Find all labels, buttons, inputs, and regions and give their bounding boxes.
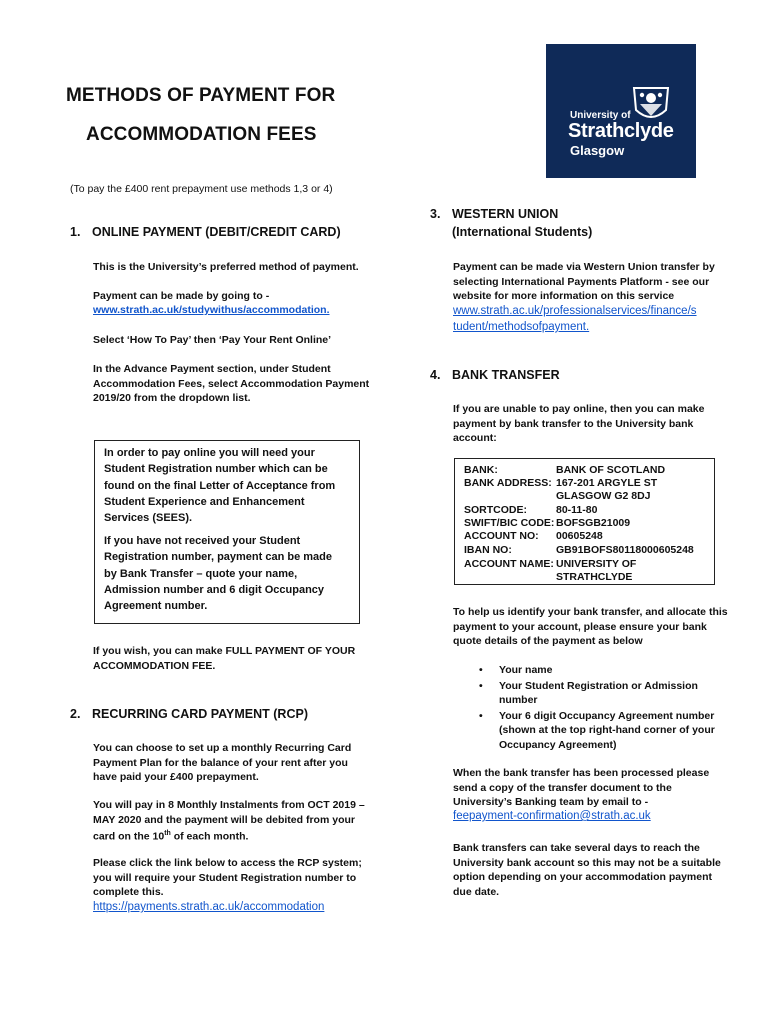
section-3-subtitle: (International Students) <box>452 225 593 239</box>
logo-line-2: Strathclyde <box>568 120 674 142</box>
section-4-p1 <box>453 402 704 446</box>
section-1-p3: Select ‘How To Pay’ then ‘Pay Your Rent Online’ <box>93 334 332 346</box>
text-line: When the bank transfer has been processed please <box>453 767 710 779</box>
text-line: quote details of the payment as below <box>453 635 643 647</box>
list-item <box>453 663 723 678</box>
section-3-number: 3. <box>430 207 441 221</box>
text-line: payment by bank transfer to the University bank <box>453 417 694 430</box>
text-line: Registration number, payment can be made <box>104 551 333 564</box>
text-line: Agreement number. <box>104 600 208 613</box>
rcp-link[interactable]: https://payments.strath.ac.uk/accommodation <box>93 901 325 913</box>
section-4-p3 <box>453 766 709 810</box>
superscript: th <box>164 830 171 837</box>
account-value: 00605248 <box>556 530 603 542</box>
text-line <box>93 827 365 844</box>
text-line: you will require your Student Registration number to <box>93 871 357 884</box>
section-1-p1: This is the University’s preferred method of payment. <box>93 261 359 273</box>
section-4-p2 <box>453 605 728 649</box>
sortcode-label: SORTCODE: <box>464 504 527 516</box>
text-line: Your 6 digit Occupancy Agreement number <box>499 709 715 722</box>
page-title-line-1: METHODS OF PAYMENT FOR <box>66 85 336 106</box>
text-span: of each month. <box>170 830 249 843</box>
text-line: 2019/20 from the dropdown list. <box>93 392 251 404</box>
list-item <box>453 679 723 708</box>
swift-label: SWIFT/BIC CODE: <box>464 517 555 529</box>
full-payment-note <box>93 644 355 673</box>
fee-payment-email-link[interactable]: feepayment-confirmation@strath.ac.uk <box>453 810 651 822</box>
western-union-link[interactable] <box>453 303 697 335</box>
text-line: You will pay in 8 Monthly Instalments from OCT 2019 – <box>93 799 365 811</box>
bank-address-value-1: 167-201 ARGYLE ST <box>556 477 658 489</box>
link-line[interactable]: tudent/methodsofpayment. <box>453 321 590 333</box>
text-line: send a copy of the transfer document to the <box>453 781 672 794</box>
sortcode-value: 80-11-80 <box>556 504 598 516</box>
text-line: In order to pay online you will need your <box>104 447 315 459</box>
bullet: • <box>479 664 483 676</box>
section-4-p4 <box>453 841 721 899</box>
account-label: ACCOUNT NO: <box>464 530 539 542</box>
list-item <box>453 709 723 753</box>
registration-info-box <box>94 440 360 624</box>
section-2-p3 <box>93 856 362 900</box>
text-line: account: <box>453 432 497 444</box>
text-line: If you are unable to pay online, then you can make <box>453 403 705 415</box>
section-1-title: ONLINE PAYMENT (DEBIT/CREDIT CARD) <box>92 225 341 239</box>
text-line: website for more information on this service <box>453 290 675 302</box>
text-line: found on the final Letter of Acceptance from <box>104 479 336 492</box>
text-line: have paid your £400 prepayment. <box>93 771 259 783</box>
text-line: Admission number and 6 digit Occupancy <box>104 583 325 596</box>
bank-label: BANK: <box>464 464 498 476</box>
bank-details-box <box>454 458 715 585</box>
section-3-p1 <box>453 260 715 304</box>
accommodation-link[interactable]: www.strath.ac.uk/studywithus/accommodation. <box>93 304 330 316</box>
text-line: Payment Plan for the balance of your rent after you <box>93 756 348 769</box>
text-line: Please click the link below to access the RCP system; <box>93 857 362 869</box>
text-line: Services (SEES). <box>104 512 193 525</box>
text-line: You can choose to set up a monthly Recurring Card <box>93 742 352 754</box>
text-line: by Bank Transfer – quote your name, <box>104 567 298 580</box>
text-line: number <box>499 694 538 706</box>
iban-label: IBAN NO: <box>464 544 512 556</box>
university-logo <box>546 44 696 178</box>
text-line: Student Experience and Enhancement <box>104 495 305 508</box>
text-line: payment to your account, please ensure your bank <box>453 620 707 633</box>
section-1-heading <box>70 225 341 239</box>
account-name-value: UNIVERSITY OF STRATHCLYDE <box>556 558 637 583</box>
text-line: University’s Banking team by email to - <box>453 796 649 808</box>
iban-value: GB91BOFS80118000605248 <box>556 544 694 556</box>
section-4-title: BANK TRANSFER <box>452 368 560 382</box>
bullet: • <box>479 709 483 722</box>
page-title-line-2: ACCOMMODATION FEES <box>86 124 317 145</box>
swift-value: BOFSGB21009 <box>556 517 631 529</box>
logo-line-1: University of <box>570 110 631 121</box>
text-span: card on the 10 <box>93 830 165 843</box>
section-4-number: 4. <box>430 368 441 382</box>
text-line: due date. <box>453 885 500 898</box>
link-line[interactable]: www.strath.ac.uk/professionalservices/finance/s <box>453 305 697 317</box>
section-2-p2 <box>93 798 365 844</box>
bank-address-label: BANK ADDRESS: <box>464 477 552 489</box>
text-line: If you have not received your Student <box>104 535 301 547</box>
section-3-title: WESTERN UNION <box>452 207 559 221</box>
section-1-p2: Payment can be made by going to - <box>93 290 270 302</box>
section-2-title: RECURRING CARD PAYMENT (RCP) <box>92 707 308 721</box>
section-2-heading <box>70 707 308 721</box>
bank-quote-list <box>453 663 723 753</box>
section-2-number: 2. <box>70 707 81 721</box>
prepayment-note: (To pay the £400 rent prepayment use methods 1,3 or 4) <box>70 183 333 195</box>
section-4-heading <box>430 368 560 382</box>
text-line: MAY 2020 and the payment will be debited from your <box>93 813 355 826</box>
text-line: If you wish, you can make FULL PAYMENT OF YOUR <box>93 645 356 657</box>
text-line: option depending on your accommodation payment <box>453 871 713 883</box>
text-line: University bank account so this may not be a suitable <box>453 856 721 869</box>
section-1-p4 <box>93 362 369 406</box>
text-line: Occupancy Agreement) <box>499 738 617 751</box>
text-line: ACCOMMODATION FEE. <box>93 659 216 672</box>
bank-value: BANK OF SCOTLAND <box>556 464 666 476</box>
section-2-p1 <box>93 741 351 785</box>
bank-address-value-2: GLASGOW G2 8DJ <box>556 490 651 502</box>
text-line: Bank transfers can take several days to reach the <box>453 842 700 854</box>
text-line: Your Student Registration or Admission <box>499 679 698 692</box>
text-line: To help us identify your bank transfer, and allocate this <box>453 606 728 618</box>
section-3-heading <box>430 207 558 221</box>
account-name-label: ACCOUNT NAME: <box>464 558 554 570</box>
text-line: In the Advance Payment section, under Student <box>93 363 331 375</box>
logo-line-3: Glasgow <box>570 143 625 158</box>
section-1-number: 1. <box>70 225 81 239</box>
text-line: Student Registration number which can be <box>104 463 328 476</box>
text-line: Your name <box>499 664 553 676</box>
text-line: (shown at the top right-hand corner of your <box>499 724 715 736</box>
text-line: selecting International Payments Platform - see our <box>453 275 710 288</box>
bullet: • <box>479 679 483 692</box>
text-line: complete this. <box>93 886 164 898</box>
text-line: Accommodation Fees, select Accommodation Payment <box>93 377 370 390</box>
text-line: Payment can be made via Western Union transfer by <box>453 261 715 273</box>
